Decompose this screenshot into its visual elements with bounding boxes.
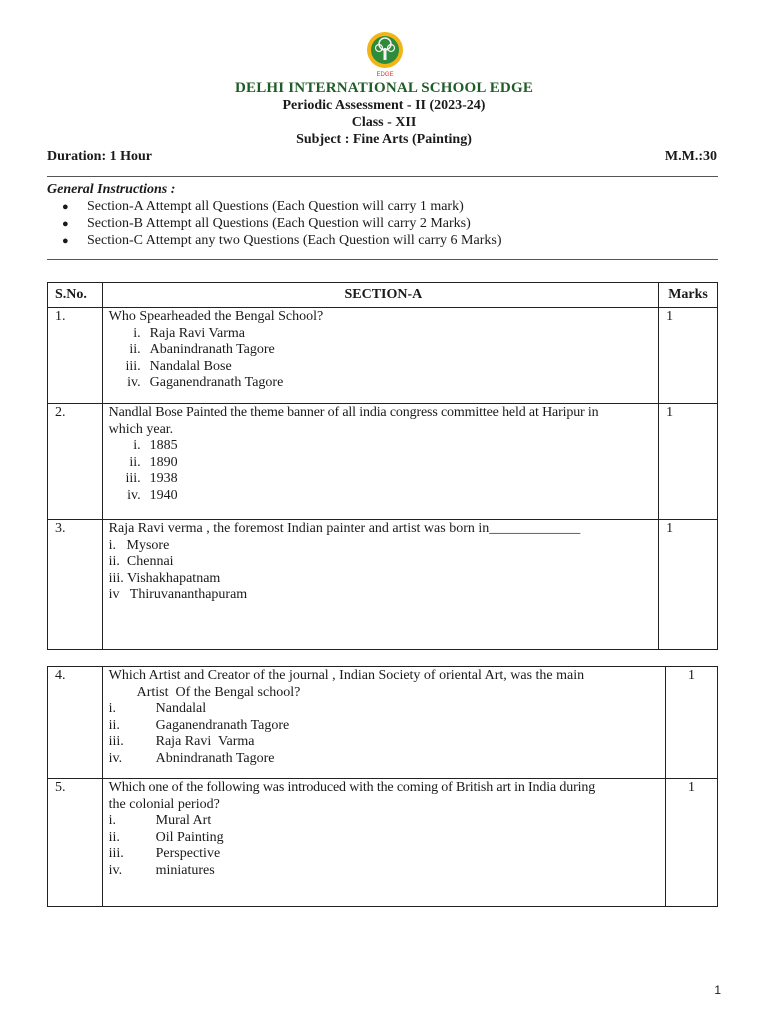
question-cell bbox=[102, 308, 658, 404]
option: iii. Raja Ravi Varma bbox=[108, 734, 255, 750]
question-marks: 1 bbox=[659, 520, 718, 650]
option: iii. Perspective bbox=[108, 846, 221, 862]
bullet-icon: ● bbox=[62, 201, 69, 213]
option: ii. 1890 bbox=[129, 454, 178, 470]
option: i. 1885 bbox=[133, 438, 178, 454]
question-marks: 1 bbox=[659, 308, 718, 404]
table-row bbox=[48, 520, 718, 650]
assessment-title: Periodic Assessment - II (2023-24) bbox=[282, 98, 486, 113]
question-number: 4. bbox=[48, 667, 103, 779]
section-a-table bbox=[47, 282, 718, 650]
question-text-continued: the colonial period? bbox=[108, 796, 220, 812]
school-name: DELHI INTERNATIONAL SCHOOL EDGE bbox=[234, 80, 534, 96]
option: iii. Vishakhapatnam bbox=[108, 570, 221, 586]
question-number: 1. bbox=[48, 308, 103, 404]
option: iv Thiruvananthapuram bbox=[108, 587, 248, 603]
question-text-continued: Artist Of the Bengal school? bbox=[136, 684, 301, 700]
bullet-icon: ● bbox=[62, 218, 69, 230]
question-marks: 1 bbox=[666, 779, 718, 907]
question-number: 5. bbox=[48, 779, 103, 907]
option: iv. Abnindranath Tagore bbox=[108, 750, 275, 766]
question-text: Raja Ravi verma , the foremost Indian painter and artist was born in_____________ bbox=[108, 521, 581, 536]
question-cell bbox=[102, 404, 658, 520]
question-text: Which Artist and Creator of the journal , Indian Society of oriental Art, was the main bbox=[108, 668, 585, 683]
table-row bbox=[48, 404, 718, 520]
question-cell bbox=[102, 667, 665, 779]
question-marks: 1 bbox=[666, 667, 718, 779]
duration: Duration: 1 Hour bbox=[47, 149, 152, 164]
question-number: 2. bbox=[48, 404, 103, 520]
max-marks: M.M.:30 bbox=[664, 149, 717, 164]
option: iv. 1940 bbox=[127, 487, 178, 503]
question-text: Who Spearheaded the Bengal School? bbox=[108, 309, 324, 324]
table-row bbox=[48, 779, 718, 907]
header-marks: Marks bbox=[659, 283, 718, 308]
bullet-icon: ● bbox=[62, 235, 69, 247]
question-text: Nandlal Bose Painted the theme banner of all india congress committee held at Haripur in bbox=[108, 405, 599, 420]
instruction-item: ● Section-B Attempt all Questions (Each Question will carry 2 Marks) bbox=[62, 216, 471, 231]
header-sno: S.No. bbox=[48, 283, 103, 308]
instructions-title: General Instructions : bbox=[47, 182, 176, 197]
table-row bbox=[48, 308, 718, 404]
svg-text:EDGE: EDGE bbox=[376, 72, 394, 78]
school-logo bbox=[360, 28, 410, 78]
question-marks: 1 bbox=[659, 404, 718, 520]
option: i. Mysore bbox=[108, 537, 170, 553]
option: ii. Gaganendranath Tagore bbox=[108, 717, 290, 733]
option: ii. Oil Painting bbox=[108, 829, 224, 845]
option: i. Raja Ravi Varma bbox=[133, 325, 246, 341]
question-number: 3. bbox=[48, 520, 103, 650]
page-number: 1 bbox=[714, 983, 721, 997]
duration-row bbox=[47, 149, 717, 165]
option: iv. miniatures bbox=[108, 862, 215, 878]
instruction-item: ● Section-A Attempt all Questions (Each Question will carry 1 mark) bbox=[62, 199, 464, 214]
divider bbox=[47, 176, 718, 177]
instruction-item: ● Section-C Attempt any two Questions (Each Question will carry 6 Marks) bbox=[62, 233, 502, 248]
option: i. Mural Art bbox=[108, 813, 212, 829]
question-cell bbox=[102, 520, 658, 650]
question-text: Which one of the following was introduced with the coming of British art in India during bbox=[108, 780, 596, 795]
class-label: Class - XII bbox=[351, 115, 417, 130]
option: iii. Nandalal Bose bbox=[125, 358, 232, 374]
divider bbox=[47, 259, 718, 260]
instructions-list bbox=[62, 198, 501, 249]
option: i. Nandalal bbox=[108, 701, 207, 717]
table-header-row bbox=[48, 283, 718, 308]
section-a-table-continued bbox=[47, 666, 718, 907]
option: iii. 1938 bbox=[125, 471, 178, 487]
option: ii. Chennai bbox=[108, 554, 174, 570]
option: ii. Abanindranath Tagore bbox=[129, 342, 275, 358]
subject-label: Subject : Fine Arts (Painting) bbox=[296, 132, 472, 147]
question-text-continued: which year. bbox=[108, 421, 174, 437]
header-section: SECTION-A bbox=[102, 283, 658, 308]
question-cell bbox=[102, 779, 665, 907]
option: iv. Gaganendranath Tagore bbox=[127, 375, 284, 391]
table-row bbox=[48, 667, 718, 779]
